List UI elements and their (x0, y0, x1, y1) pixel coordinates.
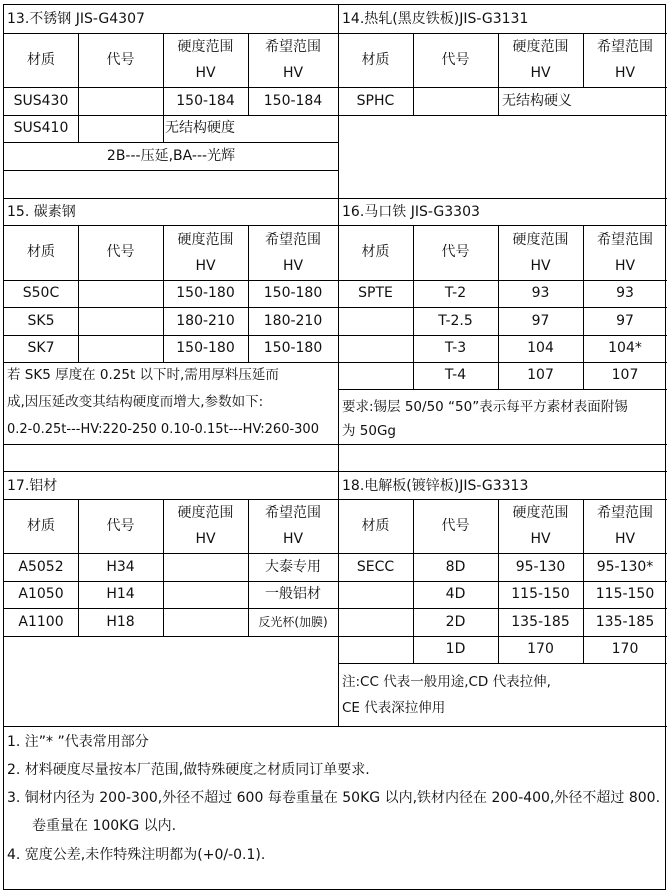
cell-range: 150-180 (176, 285, 235, 301)
cell-material: SK5 (27, 312, 55, 329)
header-unit: HV (282, 531, 304, 547)
section-15-note-line: 0.2-0.25t---HV:220-250 0.10-0.15t---HV:260-300 (7, 422, 319, 437)
general-note-4: 4. 宽度公差,未作特殊注明都为(+0/-0.1). (7, 847, 266, 863)
header-desired-hardness-label: 希望范围 (265, 231, 321, 248)
cell-range: 150-180 (176, 340, 235, 356)
header-hardness-range-label: 硬度范围 (512, 231, 569, 248)
header-desired-hardness (583, 225, 667, 280)
cell-material: SECC (356, 558, 395, 575)
cell-range: 无结构硬度 (165, 120, 235, 136)
header-hardness-range-label: 硬度范围 (512, 505, 569, 521)
header-material: 材质 (361, 51, 390, 68)
cell-material: A1100 (18, 613, 64, 630)
header-unit: HV (614, 65, 636, 81)
section-16-note-line: 要求:锡层 50/50 “50”表示每平方素材表面附锡 (342, 399, 628, 415)
rule (338, 471, 667, 472)
header-hardness-range (498, 225, 583, 280)
header-unit: HV (530, 531, 551, 547)
cell-range: 97 (531, 312, 550, 329)
rule (338, 663, 667, 664)
cell-range: 115-150 (511, 586, 570, 602)
rule (338, 389, 667, 390)
header-code: 代号 (441, 517, 470, 534)
section-13-title: 13.不锈钢 JIS-G4307 (7, 11, 145, 27)
cell-code: H14 (106, 586, 135, 602)
cell-desired: 104* (608, 340, 642, 356)
header-desired-hardness-label: 希望范围 (597, 505, 653, 521)
header-code: 代号 (441, 244, 470, 260)
cell-desired: 135-185 (595, 613, 655, 630)
cell-range: 135-185 (511, 613, 570, 630)
cell-desired: 大泰专用 (265, 558, 321, 575)
cell-code: T-2.5 (438, 312, 473, 329)
cell-material: SUS410 (13, 120, 69, 136)
header-hardness-range-label: 硬度范围 (177, 39, 234, 55)
header-desired-hardness (248, 225, 338, 280)
material-hardness-sheet (3, 4, 666, 890)
header-unit: HV (282, 65, 304, 81)
section-16-title: 16.马口铁 JIS-G3303 (342, 204, 480, 220)
header-material: 材质 (27, 517, 55, 534)
general-note-3: 3. 铜材内径为 200-300,外径不超过 600 每卷重量在 50KG 以内,铁材内径在 200-400,外径不超过 800.卷重量在 100KG 以内. (7, 790, 661, 834)
header-unit: HV (282, 257, 304, 274)
header-material: 材质 (27, 244, 55, 260)
section-13-note: 2B---压延,BA---光辉 (106, 147, 236, 164)
header-unit: HV (530, 65, 551, 81)
cell-desired: 170 (611, 641, 639, 657)
cell-desired: 反光杯(加膜) (258, 614, 328, 629)
cell-code: 8D (445, 558, 466, 575)
cell-desired: 150-180 (263, 285, 323, 301)
cell-code: T-4 (444, 367, 467, 383)
rule (4, 444, 338, 445)
section-17-title: 17.铝材 (7, 478, 58, 494)
cell-material: SK7 (27, 340, 55, 356)
section-18-title: 18.电解板(镀锌板)JIS-G3313 (342, 478, 529, 494)
header-desired-hardness-label: 希望范围 (265, 505, 321, 521)
cell-desired: 93 (616, 285, 634, 301)
section-14-title: 14.热轧(黑皮铁板)JIS-G3131 (342, 11, 529, 27)
rule (338, 115, 667, 116)
cell-material: A1050 (18, 586, 64, 602)
header-hardness-range (163, 33, 248, 87)
cell-range: 180-210 (176, 312, 235, 329)
header-code: 代号 (441, 51, 470, 68)
section-15-note-line: 若 SK5 厚度在 0.25t 以下时,需用厚料压延而 (7, 367, 279, 383)
header-hardness-range-label: 硬度范围 (512, 39, 569, 55)
header-unit: HV (195, 257, 216, 274)
header-code: 代号 (106, 51, 135, 68)
rule (4, 471, 338, 472)
header-unit: HV (195, 531, 216, 547)
cell-desired: 107 (611, 367, 639, 383)
header-hardness-range (498, 499, 583, 553)
header-material: 材质 (361, 244, 390, 260)
rule (4, 198, 338, 199)
header-code: 代号 (106, 244, 135, 260)
cell-desired: 180-210 (263, 312, 323, 329)
general-note-2: 2. 材料硬度尽量按本厂范围,做特殊硬度之材质同订单要求. (7, 762, 370, 778)
cell-range: 95-130 (515, 558, 566, 575)
cell-code: H18 (106, 613, 135, 630)
cell-desired: 97 (616, 312, 634, 329)
cell-code: 1D (445, 641, 466, 657)
cell-material: A5052 (18, 558, 64, 575)
header-unit: HV (530, 257, 551, 274)
header-desired-hardness (583, 33, 667, 87)
cell-code: T-3 (444, 340, 467, 356)
cell-desired: 150-180 (263, 340, 323, 356)
header-hardness-range (163, 225, 248, 280)
header-material: 材质 (361, 517, 390, 534)
rule (338, 198, 667, 199)
rule (4, 636, 338, 637)
header-hardness-range-label: 硬度范围 (177, 505, 234, 521)
rule (4, 726, 667, 727)
header-unit: HV (614, 531, 636, 547)
header-desired-hardness-label: 希望范围 (265, 39, 321, 55)
cell-material: SUS430 (13, 92, 69, 109)
section-18-note-line: CE 代表深拉伸用 (342, 700, 446, 716)
general-note-1: 1. 注”* ”代表常用部分 (7, 734, 149, 750)
cell-material: S50C (22, 285, 60, 301)
header-desired-hardness (248, 33, 338, 87)
cell-code: 2D (445, 613, 466, 630)
header-material: 材质 (27, 51, 55, 68)
header-unit: HV (614, 257, 636, 274)
cell-range: 150-184 (176, 92, 235, 109)
section-15-title: 15. 碳素钢 (7, 204, 76, 220)
cell-material: SPTE (358, 285, 393, 301)
header-desired-hardness-label: 希望范围 (597, 231, 653, 248)
cell-range: 104 (527, 340, 554, 356)
cell-desired: 150-184 (263, 92, 323, 109)
header-hardness-range (498, 33, 583, 87)
header-hardness-range-label: 硬度范围 (177, 231, 234, 248)
cell-desired: 一般铝材 (265, 586, 321, 602)
cell-material: SPHC (356, 92, 395, 109)
cell-range: 170 (527, 641, 554, 657)
cell-code: T-2 (444, 285, 467, 301)
header-hardness-range (163, 499, 248, 553)
header-code: 代号 (106, 517, 135, 534)
cell-desired: 95-130* (596, 558, 654, 575)
cell-code: 4D (445, 586, 466, 602)
header-desired-hardness (583, 499, 667, 553)
cell-desired: 115-150 (595, 586, 655, 602)
rule (4, 170, 338, 171)
header-desired-hardness (248, 499, 338, 553)
cell-code: H34 (106, 558, 135, 575)
cell-range: 93 (531, 285, 550, 301)
section-16-note-line: 为 50Gg (342, 423, 396, 439)
cell-range: 107 (527, 367, 554, 383)
section-15-note-line: 成,因压延改变其结构硬度而增大,参数如下: (7, 394, 264, 410)
cell-range: 无结构硬义 (502, 92, 572, 109)
section-18-note-line: 注:CC 代表一般用途,CD 代表拉伸, (342, 674, 551, 690)
header-unit: HV (195, 65, 216, 81)
header-desired-hardness-label: 希望范围 (597, 39, 653, 55)
